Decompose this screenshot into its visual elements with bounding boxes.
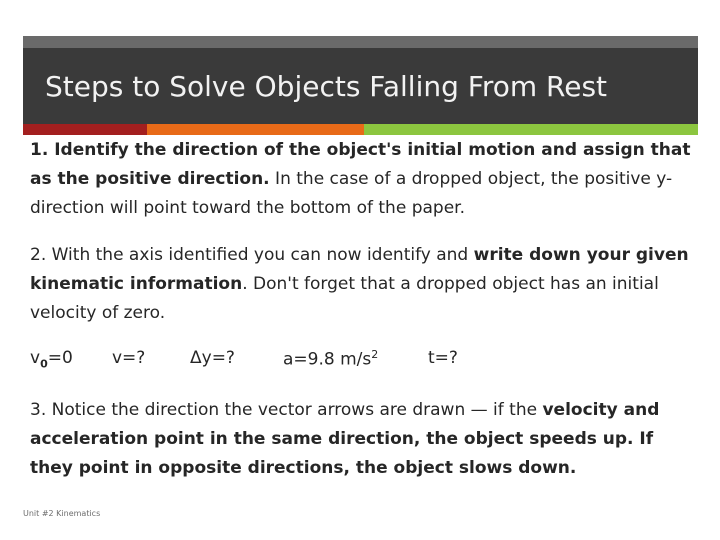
variable-dy: Δy=? (190, 348, 235, 368)
variable-a-exponent: 2 (371, 348, 379, 361)
step-2-bold: write down your given kinematic information (30, 245, 689, 294)
accent-bar-green (364, 124, 698, 135)
variable-a-base: a=9.8 m/s (283, 349, 372, 370)
accent-bar-red (23, 124, 147, 135)
step-3-bold: velocity and acceleration point in the same direction, the object speeds up. If they point in opposite directions, the object slows down. (30, 400, 660, 478)
variable-a (283, 348, 378, 370)
variable-v0-value: =0 (47, 348, 73, 368)
title-bar (23, 36, 698, 124)
step-3-pre: 3. Notice the direction the vector arrows are drawn — if the (30, 400, 543, 420)
variable-v0-subscript: 0 (40, 357, 48, 371)
step-2-post: . Don't forget that a dropped object has an initial velocity of zero. (30, 274, 659, 323)
step-1-bold: 1. Identify the direction of the object's initial motion and assign that as the positive direction. (30, 140, 691, 189)
variable-v: v=? (112, 348, 146, 368)
step-1-rest: In the case of a dropped object, the positive y-direction will point toward the bottom of the paper. (30, 169, 673, 218)
step-2-pre: 2. With the axis identified you can now identify and (30, 245, 474, 265)
variable-v0-base: v (30, 348, 41, 368)
variable-t: t=? (428, 348, 458, 368)
footer-label: Unit #2 Kinematics (23, 509, 101, 518)
step-2-paragraph (30, 241, 695, 328)
step-3-paragraph (30, 396, 695, 483)
step-1-paragraph (30, 136, 695, 223)
variable-v0 (30, 348, 73, 370)
slide-title: Steps to Solve Objects Falling From Rest (45, 70, 608, 103)
accent-bar-orange (147, 124, 364, 135)
